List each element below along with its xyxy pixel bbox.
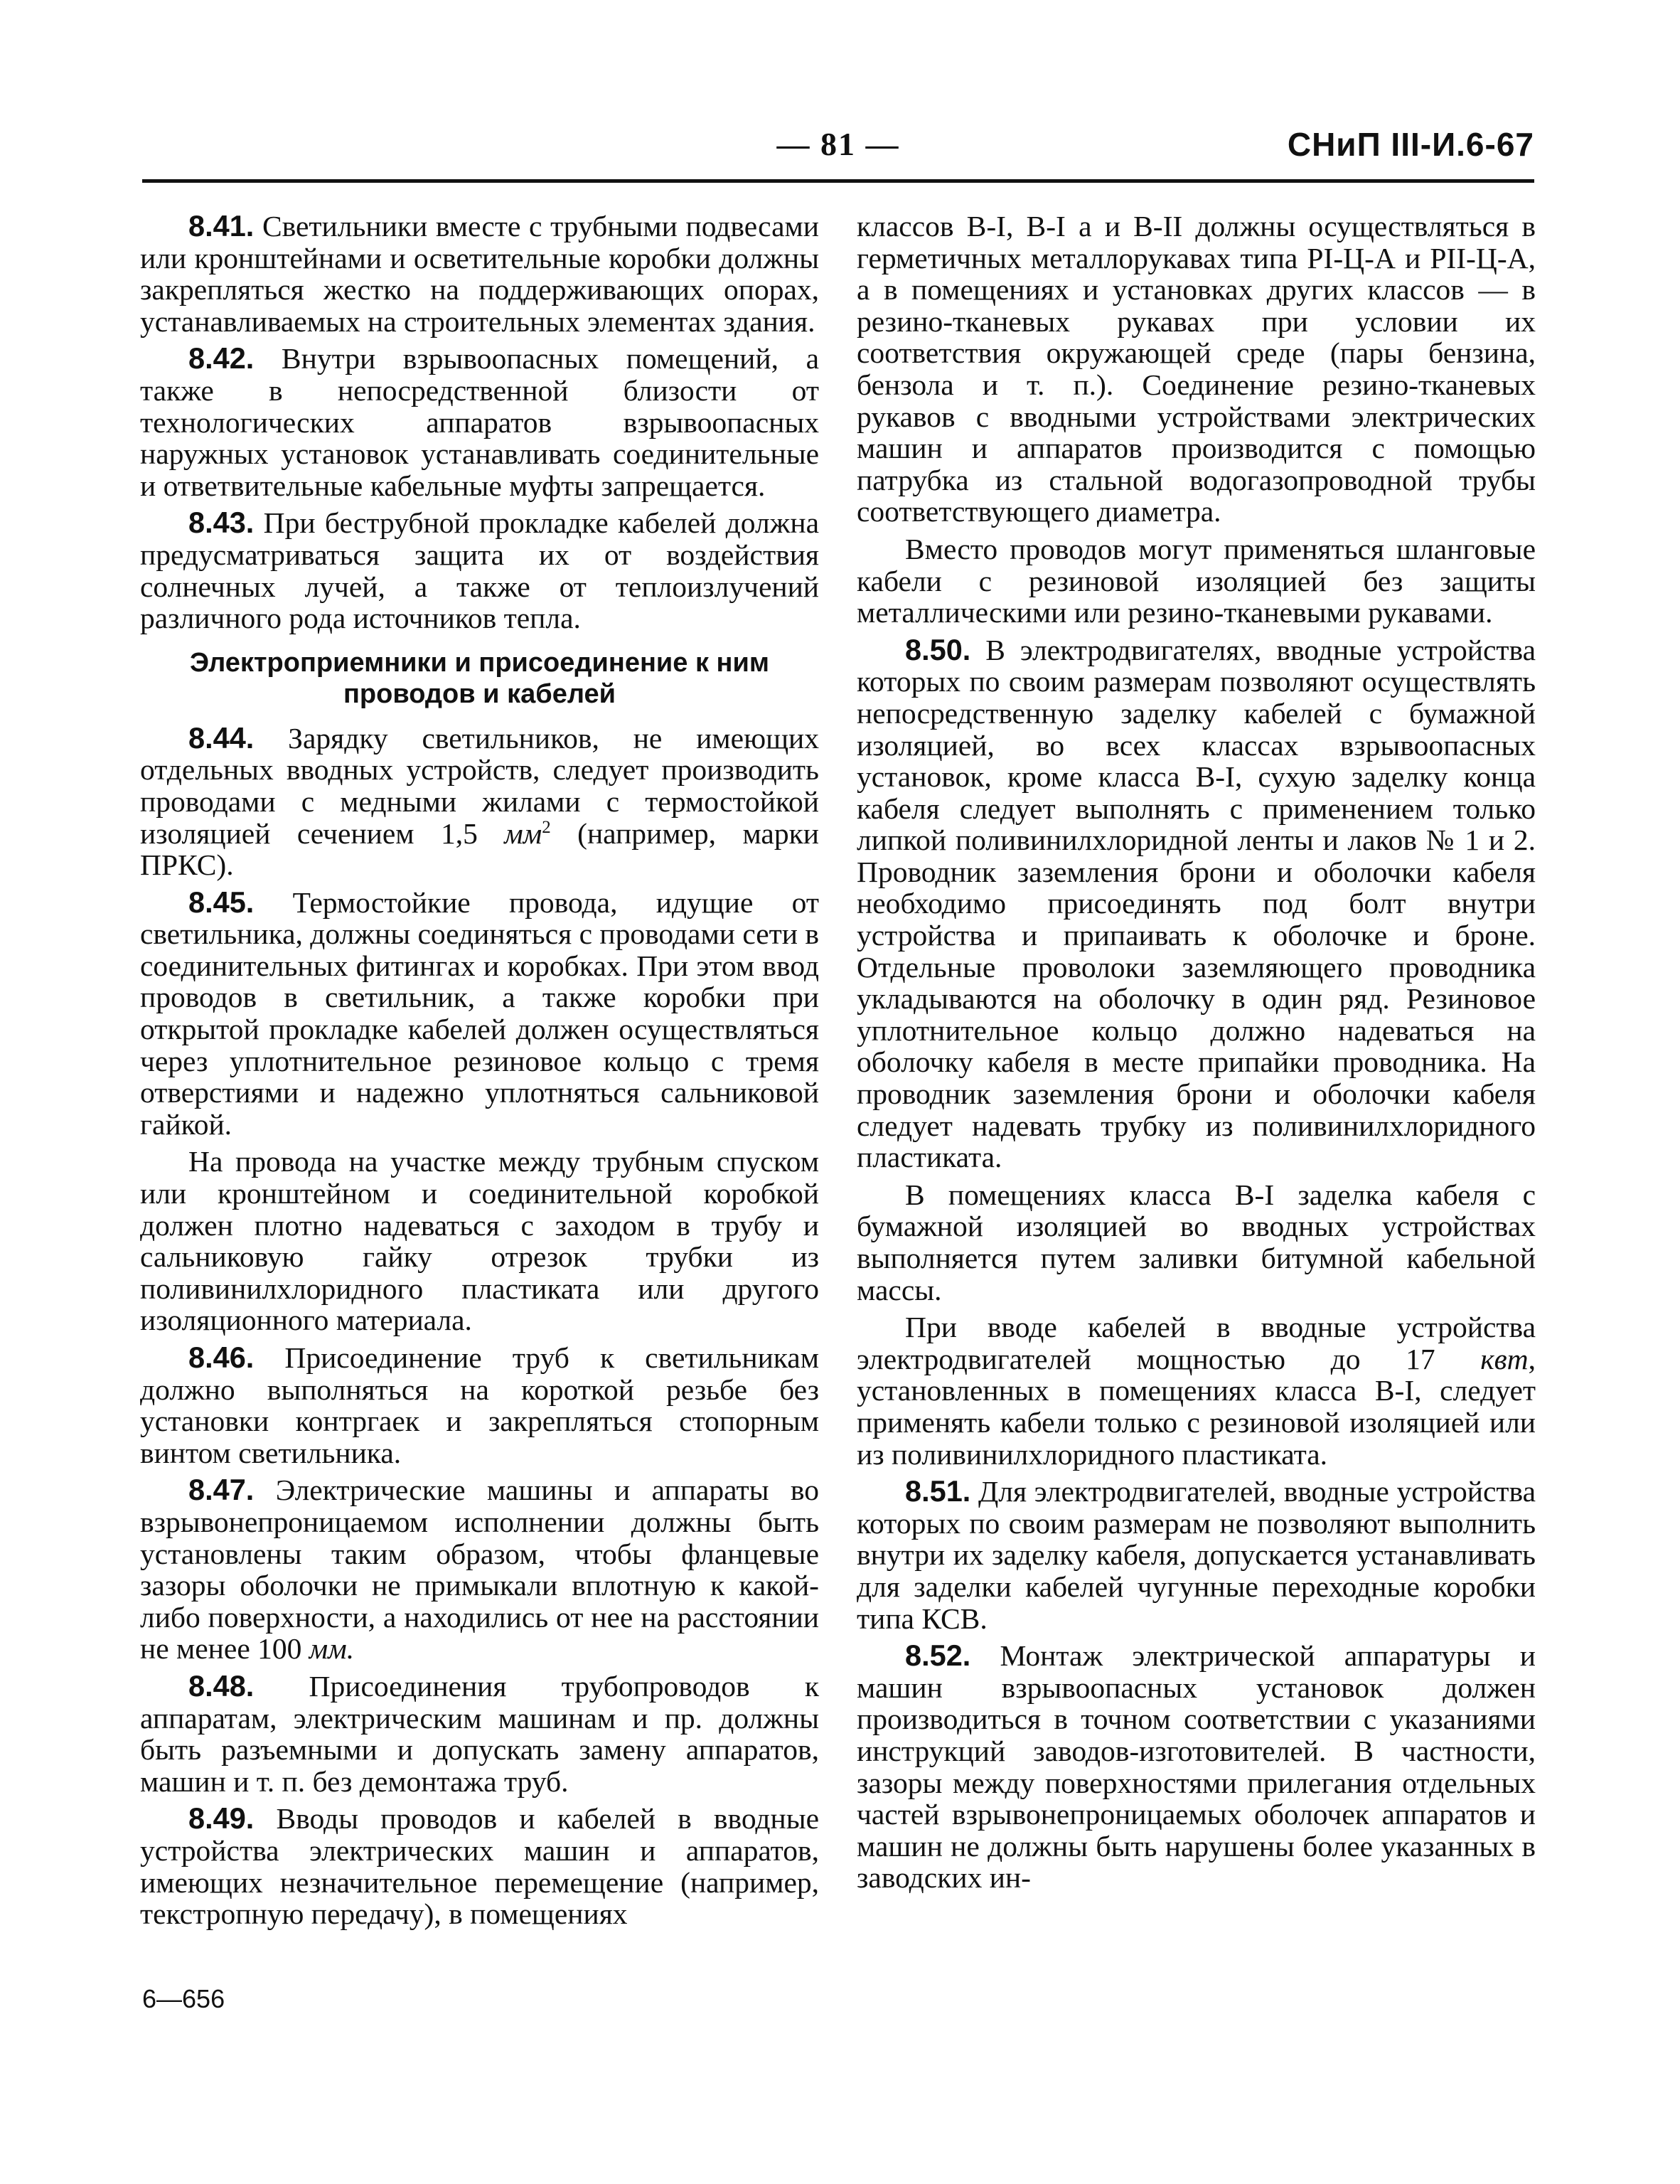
page-header	[142, 125, 1534, 182]
header-rule	[142, 179, 1534, 183]
clause-number: 8.50.	[905, 632, 971, 666]
clause-number: 8.46.	[188, 1341, 255, 1374]
paragraph-tube-insulation: На провода на участке между трубным спуском или кронштейном и соединительной коробкой должен плотно надеваться с заходом в трубу и сальниковую гайку отрезок трубки из поливинилхлоридного пластиката или другого изоляционного материала.	[140, 1145, 819, 1337]
clause-number: 8.52.	[905, 1639, 971, 1673]
paragraph-motor-cables	[857, 1311, 1536, 1470]
clause-text: Монтаж электрической аппаратуры и машин взрывоопасных установок должен производиться в точном соответствии с указаниями инструкций заводов-изготовителей. В частности, зазоры между поверхностями прилегания отдельных частей взрывонепроницаемых оболочек аппаратов и машин не должны быть нарушены более указанных в заводских ин-	[857, 1639, 1536, 1895]
section-heading: Электроприемники и присоединение к ним проводов и кабелей	[190, 647, 769, 709]
clause-8-49-continued: классов В-I, В-I а и В-II должны осуществляться в герметичных металлорукавах типа РI-Ц-А и РII-Ц-А, а в помещениях и установках других классов — в резино-тканевых рукавах при условии их соответствия окружающей среде (пары бензина, бензола и т. п.). Соединение резино-тканевых рукавов с вводными устройствами электрических машин и аппаратов производится с помощью патрубка из стальной водогазопроводной трубы соответствующего диаметра.	[857, 210, 1536, 528]
clause-number: 8.47.	[188, 1473, 255, 1507]
clause-text: Для электродвигателей, вводные устройства которых по своим размерам не позволяют выполнить внутри их заделку кабеля, допускается устанавливать для заделки кабелей чугунные переходные коробки типа КСВ.	[857, 1475, 1536, 1635]
clause-number: 8.43.	[188, 506, 255, 540]
paragraph-text: При вводе кабелей в вводные устройства электродвигателей мощностью до 17	[857, 1311, 1536, 1375]
clause-number: 8.42.	[188, 341, 255, 375]
clause-number: 8.48.	[188, 1668, 255, 1703]
clause-text: Внутри взрывоопасных помещений, а также в непосредственной близости от технологических аппаратов взрывоопасных наружных установок устанавливать соединительные и ответвительные кабельные муфты запрещается.	[140, 342, 819, 502]
clause-number: 8.49.	[188, 1801, 255, 1836]
clause-8-50	[857, 634, 1536, 1173]
clause-8-42	[140, 343, 819, 501]
unit-text: мм.	[309, 1632, 355, 1666]
unit-text: мм	[504, 816, 542, 850]
left-column	[140, 211, 819, 1936]
clause-text: При беструбной прокладке кабелей должна предусматриваться защита их от воздействия солнечных лучей, а также от теплоизлучений различного рода источников тепла.	[140, 506, 819, 635]
clause-8-52	[857, 1640, 1536, 1894]
page-number: — 81 —	[776, 126, 900, 162]
clause-text: В электродвигателях, вводные устройства которых по своим размерам позволяют осуществлять непосредственную заделку кабелей с бумажной изоляцией, во всех классах взрывоопасных установок, кроме класса В-I, сухую заделку конца кабеля следует выполнять с применением только липкой поливинилхлоридной ленты и лаков № 1 и 2. Проводник заземления брони и оболочки кабеля необходимо присоединять под болт внутри устройства и припаивать к оболочке и броне. Отдельные проволоки заземляющего проводника укладываются на оболочку в один ряд. Резиновое уплотнительное кольцо должно надеваться на оболочку кабеля в месте припайки проводника. На проводник заземления брони и оболочки кабеля следует надевать трубку из поливинилхлоридного пластиката.	[857, 633, 1536, 1174]
paragraph-text-end: , установленных в помещениях класса В-I, следует применять кабели только с резиновой изоляцией или из поливинилхлоридного пластиката.	[857, 1342, 1536, 1471]
clause-text: Зарядку светильников, не имеющих отдельных вводных устройств, следует производить проводами с медными жилами с термостойкой изоляцией сечением 1,5	[140, 721, 819, 850]
clause-8-43	[140, 507, 819, 634]
clause-text: Электрические машины и аппараты во взрывонепроницаемом исполнении должны быть установлены таким образом, чтобы фланцевые зазоры оболочки не примыкали вплотную к какой-либо поверхности, а находились от нее на расстоянии не менее 100	[140, 1474, 819, 1666]
clause-number: 8.45.	[188, 885, 255, 919]
paragraph-class-b1-sealing: В помещениях класса В-I заделка кабеля с бумажной изоляцией во вводных устройствах выполняется путем заливки битумной кабельной массы.	[857, 1178, 1536, 1306]
clause-text-end: (например, марки ПРКС).	[140, 816, 819, 882]
clause-number: 8.41.	[188, 209, 255, 243]
clause-8-45	[140, 887, 819, 1141]
paragraph-hose-cables: Вместо проводов могут применяться шланговые кабели с резиновой изоляцией без защиты металлическими или резино-тканевыми рукавами.	[857, 532, 1536, 629]
print-signature: 6—656	[142, 1984, 225, 2013]
clause-8-41	[140, 211, 819, 337]
clause-text: Вводы проводов и кабелей в вводные устройства электрических машин и аппаратов, имеющих незначительное перемещение (например, текстропную передачу), в помещениях	[140, 1802, 819, 1931]
unit-text: квт	[1480, 1342, 1529, 1375]
right-column	[857, 211, 1536, 1900]
clause-text: Светильники вместе с трубными подвесами или кронштейнами и осветительные коробки должны закрепляться жестко на поддерживающих опорах, устанавливаемых на строительных элементах здания.	[140, 210, 819, 338]
clause-8-51	[857, 1476, 1536, 1634]
clause-text: Присоединение труб к светильникам должно выполняться на короткой резьбе без установки контргаек и закрепляться стопорным винтом светильника.	[140, 1341, 819, 1469]
clause-number: 8.44.	[188, 720, 255, 755]
document-code: СНиП III-И.6-67	[1287, 126, 1534, 163]
clause-8-46	[140, 1342, 819, 1469]
clause-8-48	[140, 1668, 819, 1798]
clause-8-44	[140, 720, 819, 882]
clause-8-47	[140, 1474, 819, 1665]
unit-superscript: 2	[542, 817, 551, 837]
clause-text: Присоединения трубопроводов к аппаратам, электрическим машинам и пр. должны быть разъемными и допускать замену аппаратов, машин и т. п. без демонтажа труб.	[140, 1669, 819, 1798]
clause-text: Термостойкие провода, идущие от светильника, должны соединяться с проводами сети в соединительных фитингах и коробках. При этом ввод проводов в светильник, а также коробки при открытой прокладке кабелей должен осуществляться через уплотнительное резиновое кольцо с тремя отверстиями и надежно уплотняться сальниковой гайкой.	[140, 885, 819, 1141]
clause-number: 8.51.	[905, 1474, 971, 1508]
clause-8-49	[140, 1803, 819, 1929]
